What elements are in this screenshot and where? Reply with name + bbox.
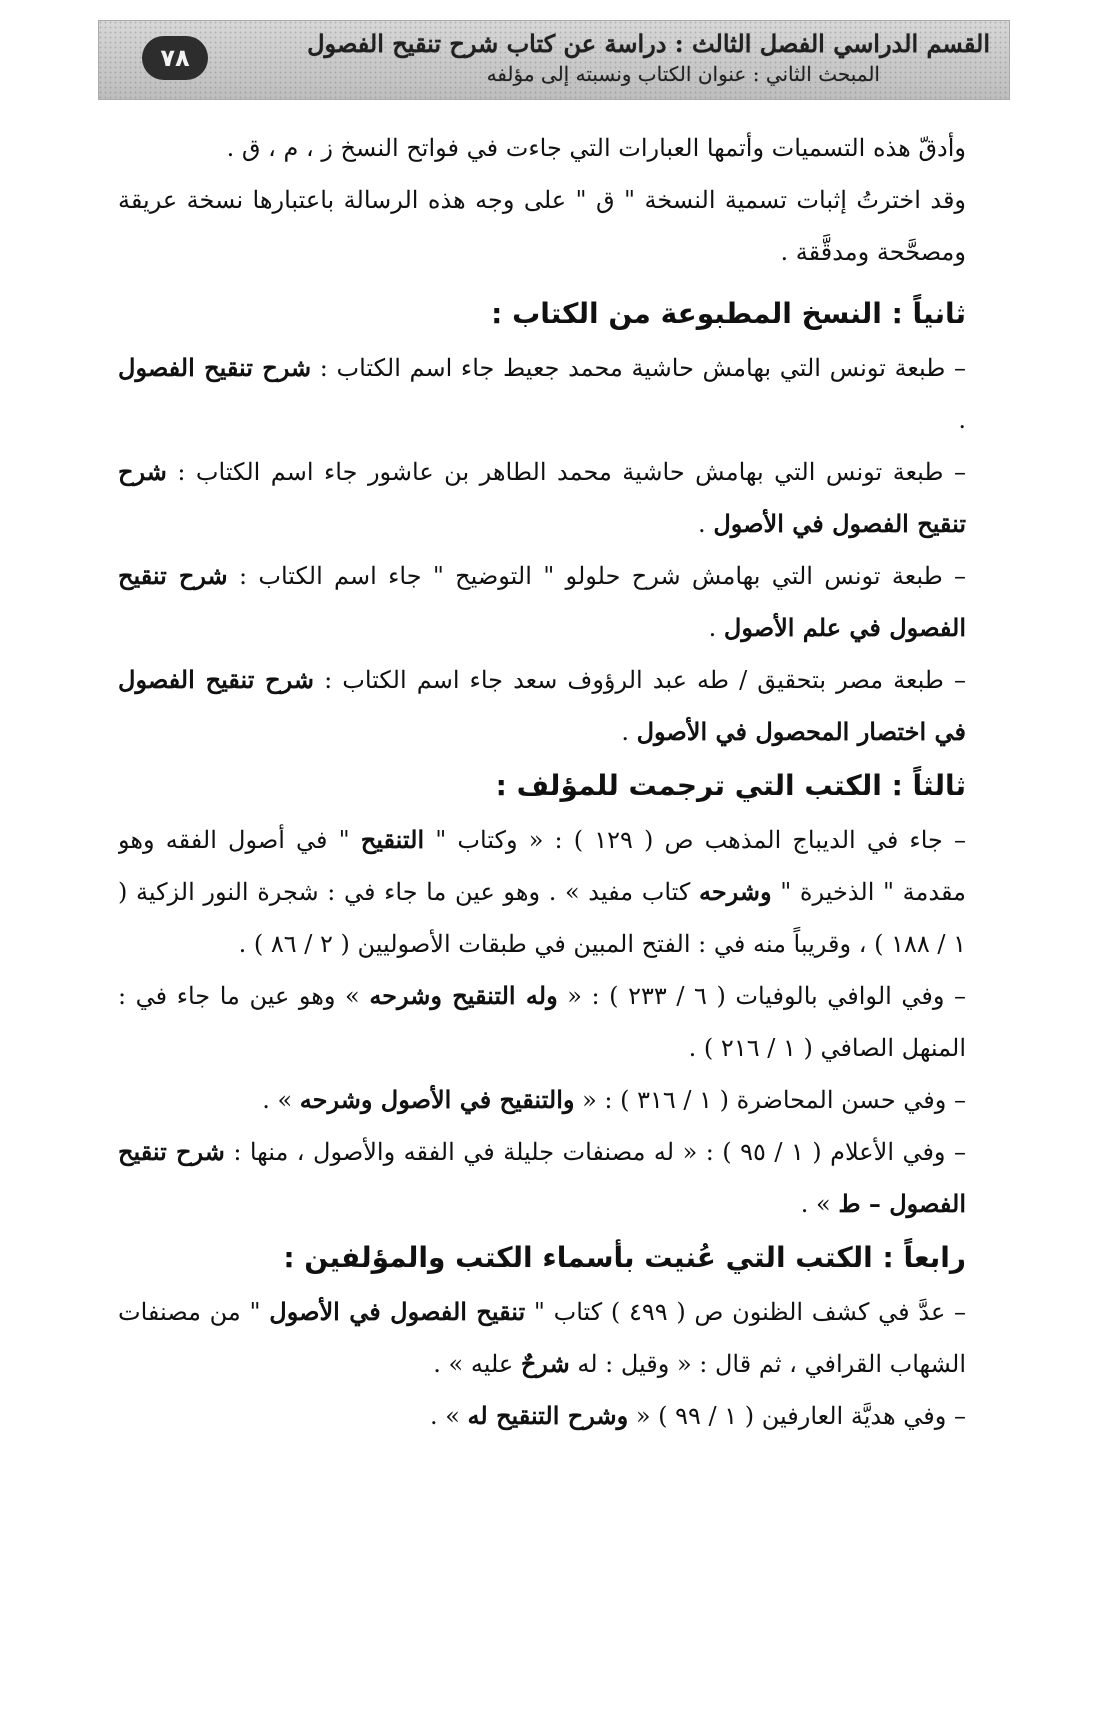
item-text: وفي هديَّة العارفين ( ١ / ٩٩ ) « <box>628 1402 947 1430</box>
section-heading-catalogues-text: رابعاً : الكتب التي عُنيت بأسماء الكتب والمؤلفين : <box>283 1241 966 1274</box>
item-suffix: . <box>958 406 966 434</box>
section-heading-catalogues <box>118 1230 966 1286</box>
item-text: » . <box>262 1086 300 1114</box>
item-suffix: . <box>621 718 637 746</box>
item-dash: – <box>945 354 966 382</box>
item-text: طبعة تونس التي بهامش شرح حلولو " التوضيح " جاء اسم الكتاب : <box>227 562 943 590</box>
catalogue-item-1 <box>118 1286 966 1390</box>
item-dash: – <box>942 826 966 854</box>
item-text: » وهو عين ما جاء في : المنهل الصافي ( ١ / ٢١٦ ) . <box>118 982 966 1062</box>
item-text: كتاب مفيد » . وهو عين ما جاء في : شجرة النور الزكية ( ١ / ١٨٨ ) ، وقريباً منه في : الفتح المبين في طبقات الأصوليين ( ٢ / ٨٦ ) . <box>118 878 966 958</box>
bold-term: شرحٌ <box>520 1349 570 1378</box>
item-dash: – <box>943 666 966 694</box>
catalogue-item-2 <box>118 1390 966 1442</box>
biography-item-1 <box>118 814 966 970</box>
item-text: وفي الوافي بالوفيات ( ٦ / ٢٣٣ ) : « <box>557 982 945 1010</box>
book-title-bold: شرح تنقيح الفصول في اختصار المحصول في الأصول <box>118 665 966 746</box>
bold-term: شرح تنقيح الفصول – ط <box>118 1137 966 1218</box>
biography-item-3 <box>118 1074 966 1126</box>
item-dash: – <box>942 562 966 590</box>
page-number-badge: ٧٨ <box>142 36 208 80</box>
biography-item-4 <box>118 1126 966 1230</box>
item-text: عدَّ في كشف الظنون ص ( ٤٩٩ ) كتاب " <box>525 1298 946 1326</box>
running-header-line1: القسم الدراسي الفصل الثالث : دراسة عن كتاب شرح تنقيح الفصول <box>307 29 990 58</box>
printed-edition-item-4 <box>118 654 966 758</box>
printed-edition-item-3 <box>118 550 966 654</box>
running-header <box>270 28 990 88</box>
printed-edition-item-1 <box>118 342 966 446</box>
item-text: وفي الأعلام ( ١ / ٩٥ ) : « له مصنفات جليلة في الفقه والأصول ، منها : <box>224 1138 946 1166</box>
item-dash: – <box>946 1402 966 1430</box>
bold-term: والتنقيح في الأصول وشرحه <box>299 1085 575 1114</box>
section-heading-printed-editions <box>118 286 966 342</box>
item-text: طبعة مصر بتحقيق / طه عبد الرؤوف سعد جاء اسم الكتاب : <box>314 666 944 694</box>
item-text: " في أصول الفقه وهو مقدمة " الذخيرة " <box>118 826 966 906</box>
biography-item-2 <box>118 970 966 1074</box>
item-text: جاء في الديباج المذهب ص ( ١٢٩ ) : « وكتاب " <box>424 826 943 854</box>
item-text: طبعة تونس التي بهامش حاشية محمد جعيط جاء اسم الكتاب : <box>311 354 946 382</box>
item-suffix: . <box>708 614 724 642</box>
paragraph-1: وأدقّ هذه التسميات وأتمها العبارات التي جاءت في فواتح النسخ ز ، م ، ق . <box>226 134 966 162</box>
paragraph-2: وقد اخترتُ إثبات تسمية النسخة " ق " على وجه هذه الرسالة باعتبارها نسخة عريقة ومصحَّحة ومدقَّقة . <box>118 186 966 266</box>
item-text: » . <box>800 1190 839 1218</box>
item-dash: – <box>944 982 966 1010</box>
item-dash: – <box>945 1298 966 1326</box>
book-title-bold: شرح تنقيح الفصول في علم الأصول <box>118 561 966 642</box>
section-heading-biographies <box>118 758 966 814</box>
printed-edition-item-2 <box>118 446 966 550</box>
section-heading-printed-editions-text: ثانياً : النسخ المطبوعة من الكتاب : <box>491 297 966 330</box>
bold-term: وشرح التنقيح له <box>467 1401 629 1430</box>
running-header-line2: المبحث الثاني : عنوان الكتاب ونسبته إلى مؤلفه <box>486 62 880 86</box>
item-dash: – <box>946 1086 966 1114</box>
bold-term: وله التنقيح وشرحه <box>369 981 558 1010</box>
page-body <box>118 122 966 1632</box>
item-text: » . <box>429 1402 468 1430</box>
bold-term: تنقيح الفصول في الأصول <box>269 1297 526 1326</box>
item-text: عليه » . <box>433 1350 521 1378</box>
item-text: طبعة تونس التي بهامش حاشية محمد الطاهر بن عاشور جاء اسم الكتاب : <box>166 458 944 486</box>
item-dash: – <box>943 458 966 486</box>
section-heading-biographies-text: ثالثاً : الكتب التي ترجمت للمؤلف : <box>495 769 966 802</box>
item-text: وفي حسن المحاضرة ( ١ / ٣١٦ ) : « <box>574 1086 947 1114</box>
bold-term: وشرحه <box>698 877 772 906</box>
page-header <box>98 20 1010 100</box>
bold-term: التنقيح <box>360 825 425 854</box>
item-dash: – <box>945 1138 966 1166</box>
item-text: " من مصنفات الشهاب القرافي ، ثم قال : « وقيل : له <box>118 1298 966 1378</box>
item-suffix: . <box>698 510 714 538</box>
book-title-bold: شرح تنقيح الفصول <box>118 353 312 382</box>
book-title-bold: شرح تنقيح الفصول في الأصول <box>118 457 966 538</box>
